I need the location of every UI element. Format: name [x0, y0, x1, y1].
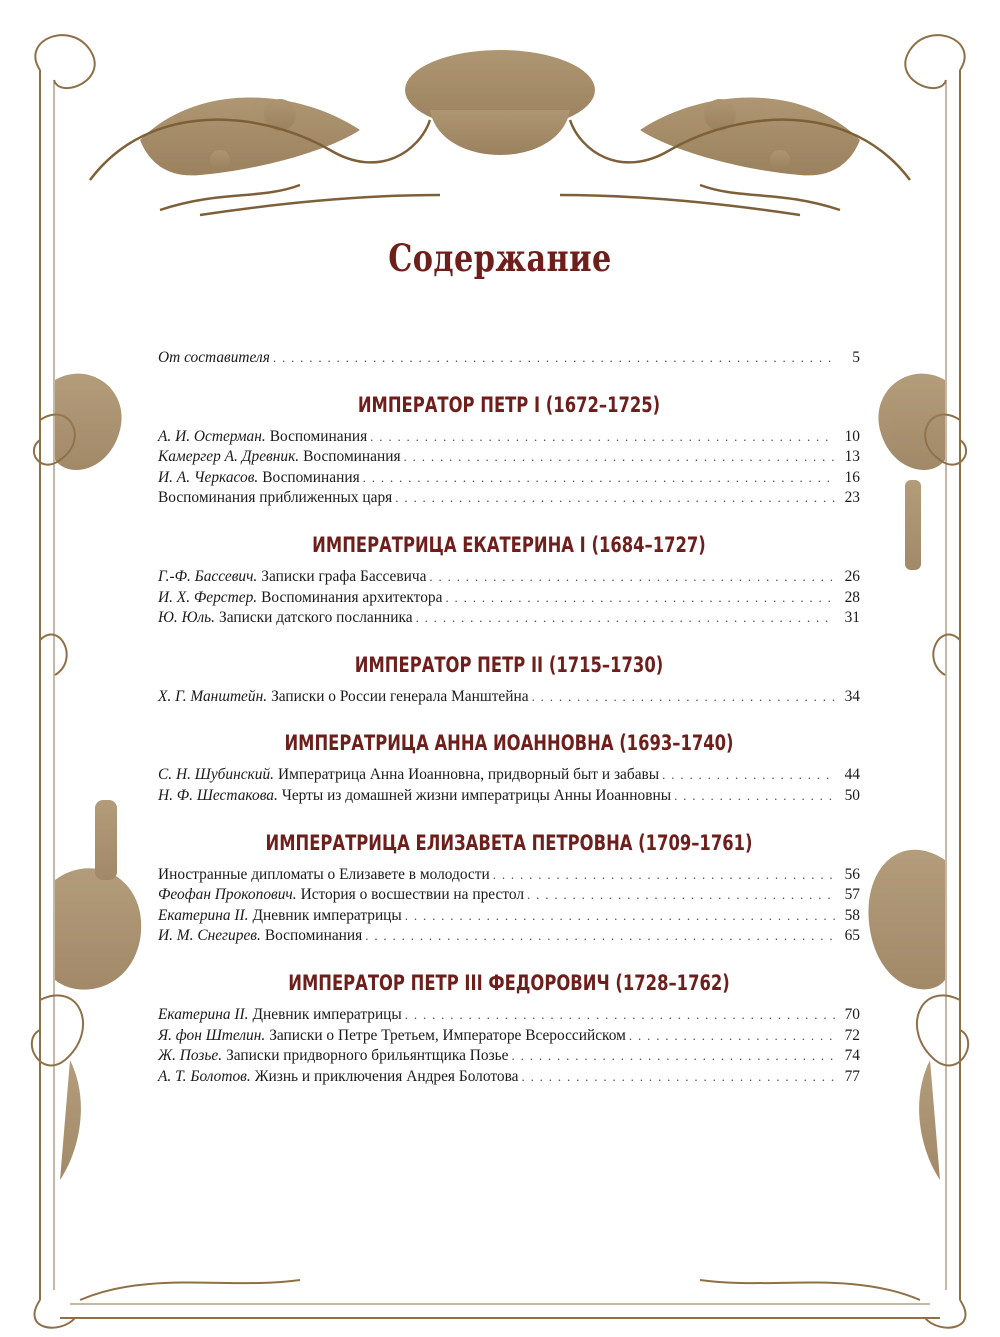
leader-dots [405, 906, 835, 927]
toc-entry[interactable] [158, 1026, 860, 1047]
toc-section [158, 965, 860, 1087]
toc-entry-author: А. И. Остерман. [158, 427, 266, 445]
page-title: Содержание [388, 236, 612, 280]
toc-entry-author: И. М. Снегирев. [158, 927, 261, 945]
toc-entry-author: Я. фон Штелин. [158, 1026, 266, 1044]
toc-entry-author: Ю. Юль. [158, 609, 216, 627]
toc-entry-title: Воспоминания [262, 468, 360, 486]
toc-entry-author: А. Т. Болотов. [158, 1067, 251, 1085]
toc-entry-author: И. Х. Ферстер. [158, 588, 258, 606]
leader-dots [395, 488, 835, 509]
leader-dots [629, 1026, 835, 1047]
toc-entry-title: Записки графа Бассевича [261, 567, 427, 585]
toc-section [158, 825, 860, 947]
toc-section [158, 725, 860, 806]
toc-entry[interactable] [158, 608, 860, 629]
toc-entry-title: Иностранные дипломаты о Елизавете в молодости [158, 865, 490, 883]
toc-entry-title: Дневник императрицы [252, 1005, 402, 1023]
toc-entry[interactable] [158, 567, 860, 588]
section-heading: ИМПЕРАТОР ПЕТР III ФЕДОРОВИЧ (1728–1762) [288, 970, 730, 995]
toc-entry-page: 28 [844, 588, 860, 606]
toc-entry-page: 16 [844, 468, 860, 486]
toc-entry-title: Черты из домашней жизни императрицы Анны Иоанновны [281, 786, 672, 804]
toc-entry-page: 13 [844, 448, 860, 466]
toc-entry-author: И. А. Черкасов. [158, 468, 259, 486]
toc-entry-page: 72 [844, 1026, 860, 1044]
section-heading: ИМПЕРАТРИЦА ЕЛИЗАВЕТА ПЕТРОВНА (1709–1761) [265, 830, 753, 855]
toc-entry-author: Екатерина II. [158, 1005, 249, 1023]
leader-dots [493, 865, 835, 886]
leader-dots [662, 765, 835, 786]
toc-entry-page: 56 [844, 865, 860, 883]
toc-entry[interactable] [158, 926, 860, 947]
leader-dots [527, 885, 835, 906]
toc-entry-page: 44 [844, 766, 860, 784]
toc-entry[interactable] [158, 1005, 860, 1026]
leader-dots [363, 468, 835, 489]
leader-dots [416, 608, 835, 629]
toc-entry-author: Х. Г. Манштейн. [158, 687, 268, 705]
toc-entry[interactable] [158, 427, 860, 448]
toc-entry[interactable] [158, 488, 860, 509]
leader-dots [370, 427, 835, 448]
toc-entry-author: Феофан Прокопович. [158, 886, 297, 904]
leader-dots [532, 687, 835, 708]
toc-entry-title: Воспоминания приближенных царя [158, 489, 393, 507]
toc-entry[interactable] [158, 468, 860, 489]
toc-entry-page: 77 [844, 1067, 860, 1085]
toc-entry-author: Екатерина II. [158, 906, 249, 924]
toc-entry-author: Камергер А. Древник. [158, 448, 300, 466]
table-of-contents [158, 348, 860, 1087]
toc-entry-page: 10 [844, 427, 860, 445]
leader-dots [273, 348, 835, 369]
toc-entry-page: 23 [844, 489, 860, 507]
leader-dots [512, 1046, 835, 1067]
toc-section [158, 647, 860, 708]
toc-entry-author: С. Н. Шубинский. [158, 766, 274, 784]
toc-entry-page: 70 [844, 1005, 860, 1023]
section-heading: ИМПЕРАТРИЦА ЕКАТЕРИНА I (1684–1727) [312, 532, 706, 557]
toc-entry-page: 50 [844, 786, 860, 804]
toc-entry[interactable] [158, 885, 860, 906]
toc-entry-author: Ж. Позье. [158, 1047, 223, 1065]
leader-dots [674, 786, 835, 807]
toc-entry-title: История о восшествии на престол [300, 886, 525, 904]
toc-entry[interactable] [158, 687, 860, 708]
toc-entry[interactable] [158, 865, 860, 886]
toc-entry[interactable] [158, 786, 860, 807]
toc-entry-title: Жизнь и приключения Андрея Болотова [254, 1067, 519, 1085]
toc-entry-title: Записки датского посланника [219, 609, 413, 627]
toc-entry[interactable] [158, 1067, 860, 1088]
toc-entry-page: 5 [852, 349, 860, 366]
toc-entry-title: Записки о России генерала Манштейна [271, 687, 529, 705]
toc-entry-title: Записки придворного брильянтщика Позье [226, 1047, 509, 1065]
toc-entry-title: Дневник императрицы [252, 906, 402, 924]
toc-entry-preface[interactable] [158, 348, 860, 369]
toc-entry[interactable] [158, 906, 860, 927]
toc-entry-page: 31 [844, 609, 860, 627]
section-heading: ИМПЕРАТОР ПЕТР I (1672–1725) [357, 392, 661, 417]
leader-dots [365, 926, 835, 947]
toc-entry-author: Г.-Ф. Бассевич. [158, 567, 258, 585]
toc-entry-title: Воспоминания [269, 427, 368, 445]
toc-entry-page: 65 [844, 927, 860, 945]
toc-entry-author: Н. Ф. Шестакова. [158, 786, 278, 804]
toc-section [158, 527, 860, 629]
toc-entry-page: 58 [844, 906, 860, 924]
toc-entry-page: 57 [844, 886, 860, 904]
toc-entry[interactable] [158, 588, 860, 609]
toc-entry-title: Воспоминания [264, 927, 363, 945]
leader-dots [521, 1067, 835, 1088]
toc-section [158, 387, 860, 509]
leader-dots [429, 567, 835, 588]
toc-sections [158, 387, 860, 1088]
toc-entry[interactable] [158, 1046, 860, 1067]
toc-entry-page: 34 [844, 687, 860, 705]
toc-entry-title: Воспоминания [303, 448, 401, 466]
toc-entry-title: Записки о Петре Третьем, Императоре Всероссийском [269, 1026, 626, 1044]
leader-dots [404, 447, 835, 468]
toc-entry[interactable] [158, 447, 860, 468]
toc-entry-page: 74 [844, 1047, 860, 1065]
section-heading: ИМПЕРАТОР ПЕТР II (1715–1730) [354, 652, 664, 677]
leader-dots [445, 588, 835, 609]
toc-entry-title: От составителя [158, 349, 270, 366]
toc-entry-page: 26 [844, 567, 860, 585]
leader-dots [405, 1005, 835, 1026]
section-heading: ИМПЕРАТРИЦА АННА ИОАННОВНА (1693–1740) [284, 731, 734, 756]
toc-entry-title: Воспоминания архитектора [261, 588, 443, 606]
toc-entry[interactable] [158, 765, 860, 786]
toc-entry-title: Императрица Анна Иоанновна, придворный быт и забавы [278, 766, 660, 784]
